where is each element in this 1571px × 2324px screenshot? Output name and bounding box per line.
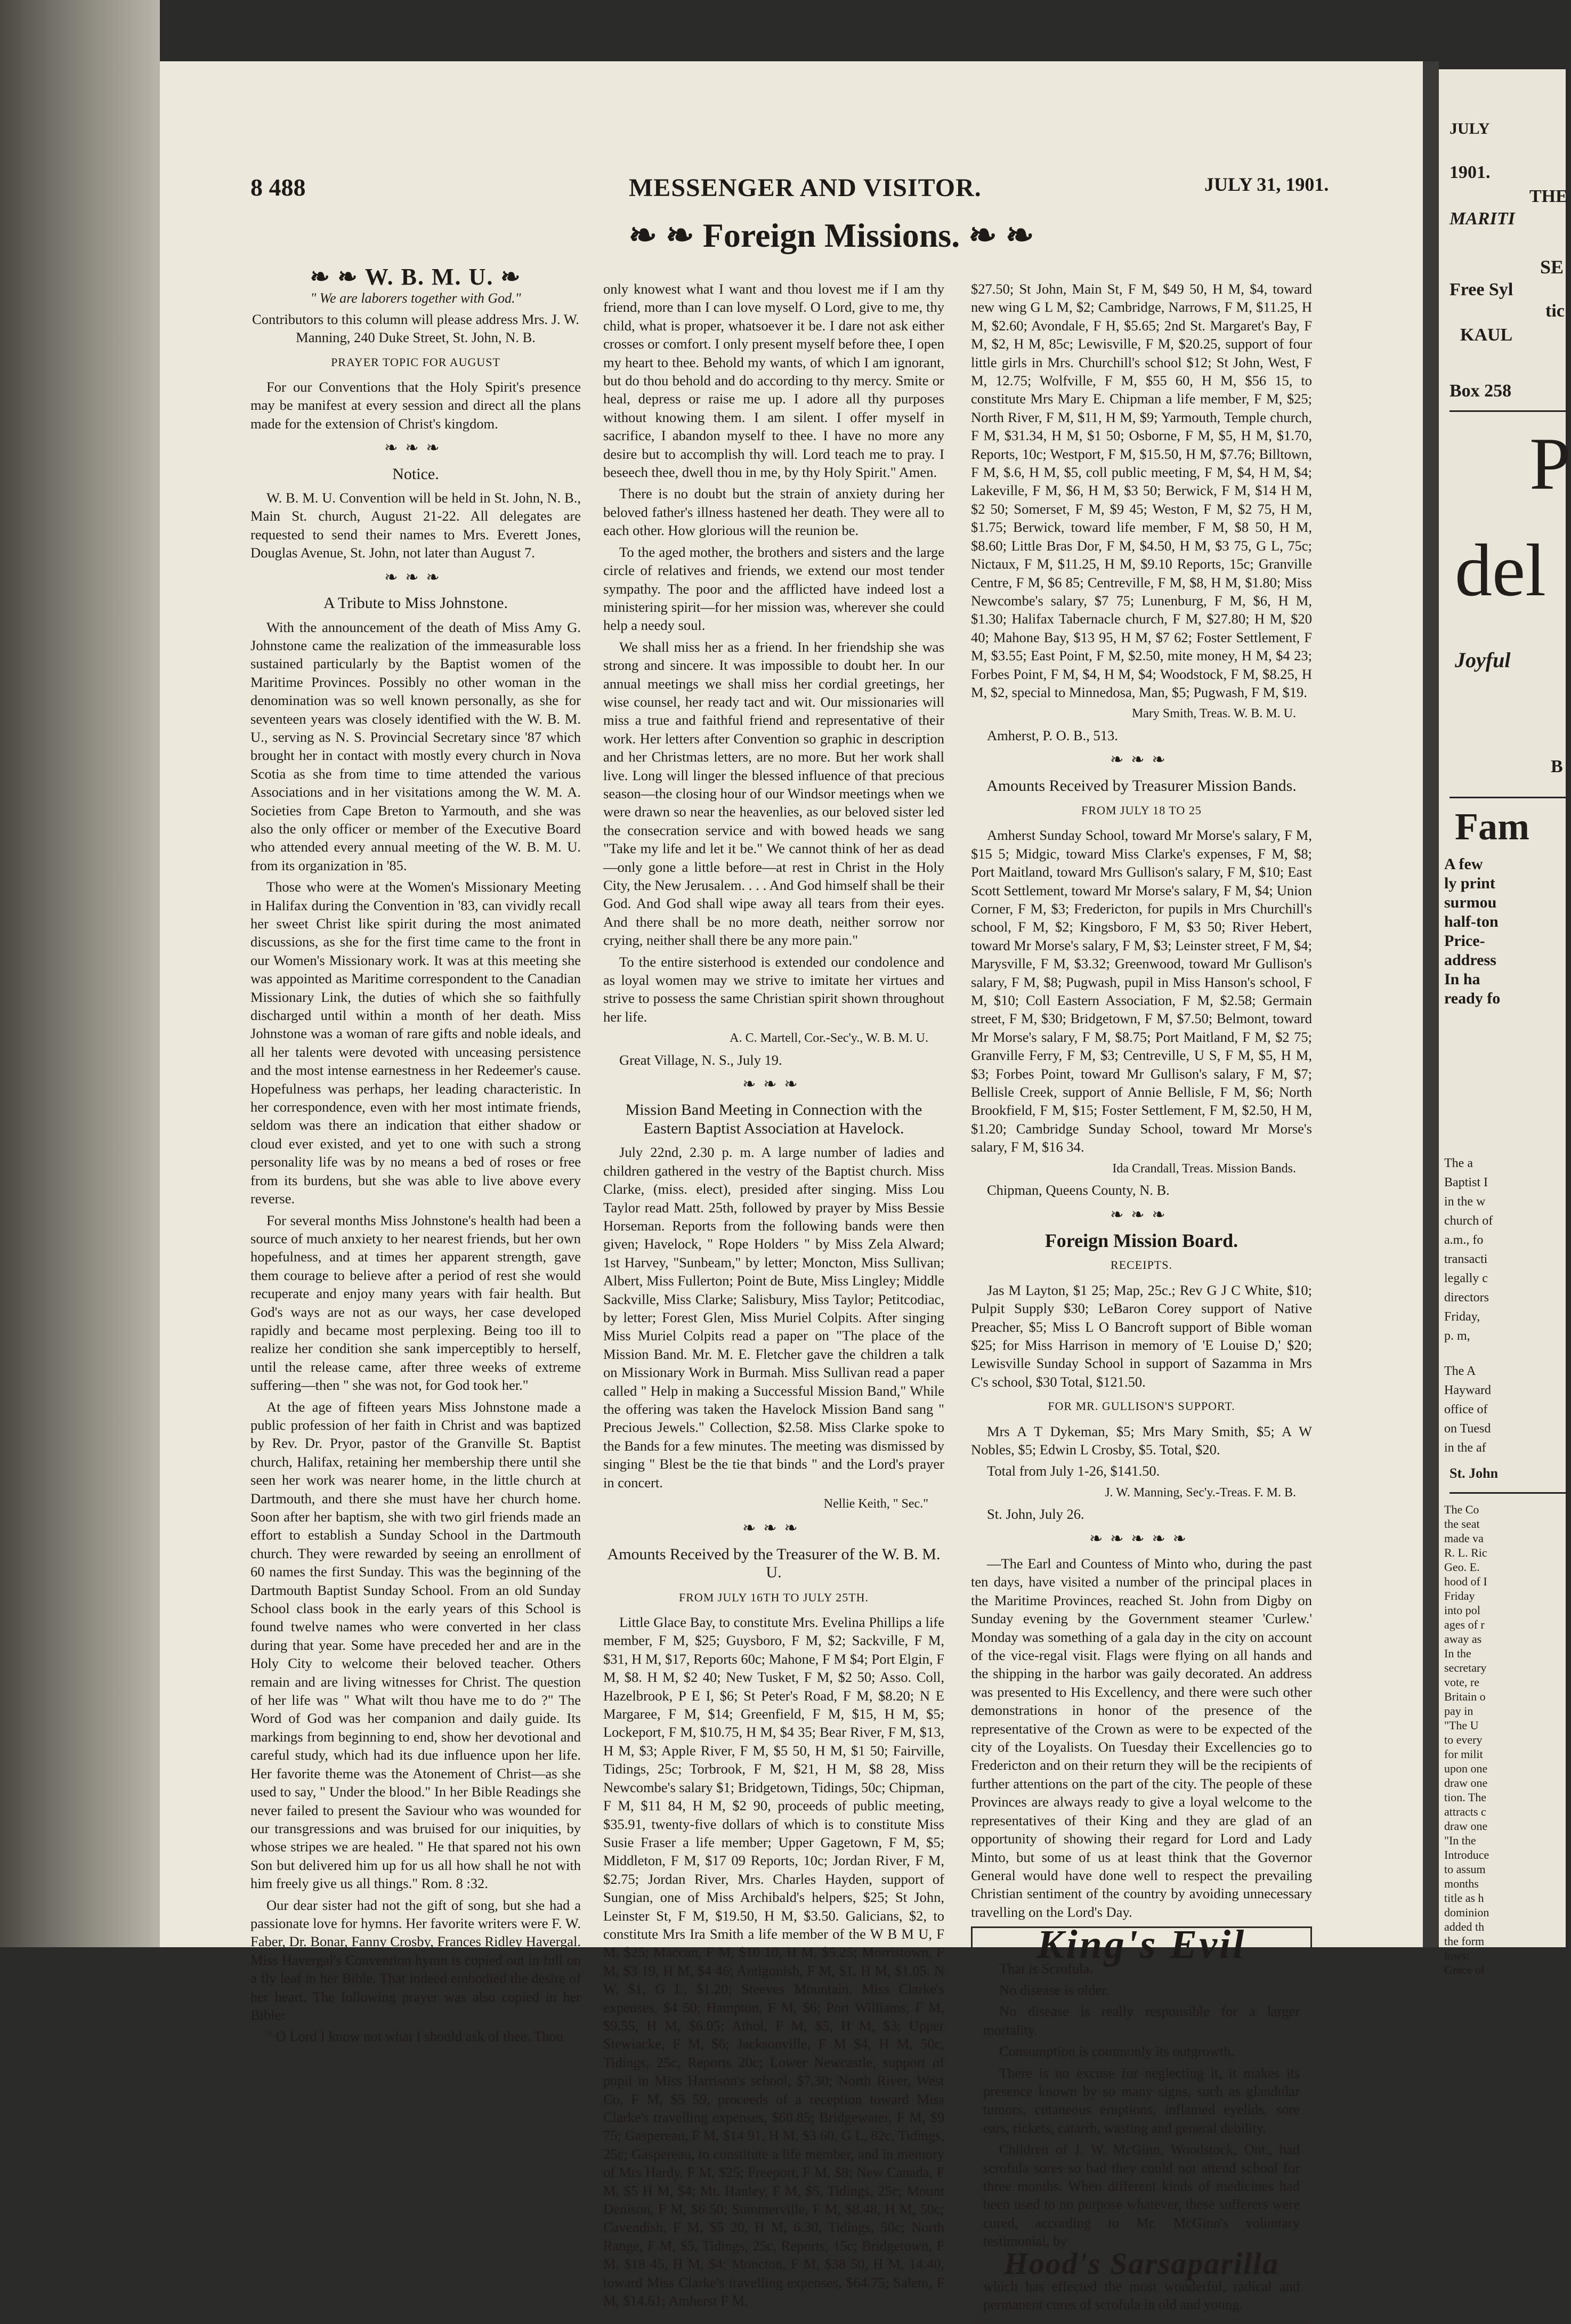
tribute-paragraph: To the entire sisterhood is extended our condolence and as loyal women may we strive to imitate her virtues and strive to possess the same Christian spirit shown throughout her life.: [603, 953, 944, 1025]
facing-line: secretary: [1444, 1661, 1487, 1674]
gullison-text: Mrs A T Dykeman, $5; Mrs Mary Smith, $5; A W Nobles, $5; Edwin L Crosby, $5. Total, $20.: [971, 1423, 1312, 1457]
ornament-divider: ❧❧❧: [1110, 1205, 1173, 1224]
facing-line: vote, re: [1444, 1675, 1479, 1689]
page-gutter: [1423, 61, 1439, 1947]
column-2: [603, 280, 944, 2313]
facing-rule: [1449, 797, 1567, 798]
facing-line: lows:: [1444, 1949, 1470, 1962]
board-receipts-label: RECEIPTS.: [1111, 1258, 1172, 1272]
tribute-paragraph: For several months Miss Johnstone's health had been a source of much anxiety to her nearest friends, but her own hopefulness, and at times her apparent strength, gave them courage to believe after a period of rest she would recuperate and enjoy many years with fair health. But God's ways are not as our ways, her case developed rapidly and became most perplexing. Being too ill to realize her condition she sank imperceptibly to herself, until the release came, after three weeks of extreme suffering—then " she was not, for God took her.": [250, 1212, 581, 1394]
motto: " We are laborers together with God.": [310, 290, 521, 306]
board-text: Jas M Layton, $1 25; Map, 25c.; Rev G J C White, $10; Pulpit Supply $30; LeBaron Corey support of Native Preacher, $5; Miss L O Bancroft support of Bible woman $25; for Miss Harrison in memory of 'E Louise D,' $20; Lewisville Sunday School in support of Sazamma in Mrs C's school, $30 Total, $121.50.: [971, 1282, 1312, 1390]
tribute-paragraph: We shall miss her as a friend. In her friendship she was strong and sincere. It was impossible to doubt her. In our annual meetings we shall miss her cordial greetings, her wise counsel, her ready tact and wit. Our missionaries will miss a true and faithful friend and representative of their work. Her letters after Convention so graphic in description and her Christmas letters, are no more. But her work shall live. Long will linger the blessed influence of that precious season—the closing hour of our Windsor meetings when we were drawn so near the heavenlies, as our beloved sister led the consecration service and with bowed heads we sang "Take my life and let it be." We cannot think of her as dead—only gone a little before—at rest in Christ in the Holy City, the New Jerusalem. . . . And God himself shall be their God. And God shall wipe away all tears from their eyes. And there shall be no more death, neither sorrow nor crying, neither shall there be any more pain.": [603, 638, 944, 949]
prayer-continued: only knowest what I want and thou lovest me if I am thy friend, more than I can love myself. O Lord, give to me, thy child, what is proper, whatsoever it be. I dare not ask either crosses or comfort. I only present myself before thee, I open my heart to thee. Behold my wants, of which I am ignorant, but do thou behold and do according to thy mercy. Smite or heal, depress or raise me up. I adore all thy purposes without knowing them. I am silent. I offer myself in sacrifice, I abandon myself to thee. I have no more any desire but to accomplish thy will. Lord teach me to pray. I beseech thee, dwell thou in me, by thy Holy Spirit." Amen.: [603, 281, 944, 481]
ad-brand: Hood's Sarsaparilla: [1003, 2246, 1280, 2281]
facing-line: In the: [1444, 1647, 1471, 1660]
tribute-paragraph: At the age of fifteen years Miss Johnstone made a public profession of her faith in Christ and was baptized by Rev. Dr. Pryor, pastor of the Granville St. Baptist church, Halifax, retaining her membership there until she seen her work was nearer home, in the little church at Dartmouth, and there she must have her church home. Soon after her baptism, she with two girl friends made an effort to establish a Sunday School in the Dartmouth church. They were rewarded by seeing an enrollment of 60 names the first Sunday. This was the beginning of the Dartmouth Baptist Sunday School. From an old Sunday School class book in the early years of this School is found twelve names who were converted in her class during that year. Some have preceded her and are in the Holy City to welcome their beloved teacher. Others remain and are living witnesses for Christ. The question of her life was " What wilt thou have me to do ?" The Word of God was her companion and daily guide. Its markings from beginning to end, show her devotional and careful study, which had its due influence upon her life. Her favorite theme was the Atonement of Christ—as she used to say, " Under the blood." In her Bible Readings she never failed to present the Saviour who was wounded for our transgressions and was bruised for our iniquities, by whose stripes we are healed. " He that spared not his own Son but delivered him up for us all how shall he not with him freely give us all things." Rom. 8 :32.: [250, 1398, 581, 1892]
tribute-paragraph: With the announcement of the death of Miss Amy G. Johnstone came the realization of the immeasurable loss sustained particularly by the Baptist women of the Maritime Provinces. Possibly no other woman in the denomination was so well known personally, as she for seventeen years was closely identified with the W. B. M. U., serving as N. S. Provincial Secretary since '87 which brought her in contact with mostly every church in Nova Scotia as she from time to time attended the various Associations and in her visitations among the W. M. A. Societies from Cape Breton to Yarmouth, and she was also the only officer or member of the Executive Board who attended every annual meeting of the W. B. M. U. from its organization in '85.: [250, 619, 581, 873]
facing-line: half-ton: [1444, 913, 1499, 930]
facing-line: Geo. E.: [1444, 1560, 1480, 1574]
facing-line: legally c: [1444, 1272, 1488, 1285]
signature: Mary Smith, Treas. W. B. M. U.: [1131, 707, 1296, 721]
facing-block-1: [1444, 855, 1561, 1009]
facing-line: The Co: [1444, 1503, 1479, 1516]
signature-place: Chipman, Queens County, N. B.: [987, 1182, 1170, 1199]
facing-text: del: [1455, 529, 1546, 612]
facing-line: office of: [1444, 1403, 1488, 1416]
facing-line: In ha: [1444, 970, 1480, 988]
facing-line: the form: [1444, 1934, 1485, 1948]
facing-line: address: [1444, 951, 1496, 969]
facing-text: SE: [1540, 256, 1564, 278]
facing-line: on Tuesd: [1444, 1422, 1491, 1436]
ad-line: No disease is older.: [999, 1981, 1110, 1998]
facing-line: Price-: [1444, 932, 1485, 950]
facing-line: ready fo: [1444, 990, 1501, 1007]
facing-line: ages of r: [1444, 1618, 1485, 1631]
ornament-divider: ❧❧❧: [384, 568, 447, 586]
facing-line: tion. The: [1444, 1791, 1487, 1804]
ad-paragraph: Children of J. W. McGinn, Woodstock, Ont., had scrofula sores so bad they could not attend school for three months. When different kinds of medicines had been used to no purpose whatever, these sufferers were cured, according to Mr. McGinn's voluntary testimonial, by: [983, 2141, 1300, 2249]
tribute-paragraph: There is no doubt but the strain of anxiety during her beloved father's illness hastened her death. They were all to each other. How glorious will the reunion be.: [603, 485, 944, 539]
signature-place: St. John, July 26.: [987, 1506, 1084, 1523]
ornament-divider: ❧❧❧: [1110, 751, 1173, 769]
facing-line: A few: [1444, 855, 1483, 873]
facing-page: [1439, 69, 1571, 1977]
facing-line: surmou: [1444, 894, 1497, 911]
bands-text: Amherst Sunday School, toward Mr Morse's salary, F M, $15 5; Midgic, toward Miss Clarke's expenses, F M, $8; Port Maitland, toward Mrs Gullison's salary, F M, $10; East Scott Settlement, toward Mr Morse's salary, F M, $4; Union Corner, F M, $3; Fredericton, for pupils in Mrs Churchill's school, F M, $2; Kingsboro, F M, $3 50; River Hebert, toward Mr Morse's salary, F M, $3; Leinster street, F M, $4; Marysville, F M, $3.32; Greenwood, toward Mr Gullison's salary, F M, $8; Pugwash, pupil in Miss Hanson's school, F M, $10; Coll Eastern Association, F M, $2.58; Germain street, F M, $30; Bridgetown, F M, $7.50; Belmont, toward Mr Morse's salary, F M, $8.75; Port Maitland, F M, $2 75; Granville Ferry, F M, $3; Centreville, U S, F M, $5, H M, $3; Forbes Point, toward Mr Gullison's salary, F M, $7; Bellisle Creek, support of Annie Bellisle, F M, $6; North Brookfield, F M, $15; Foster Settlement, F M, $2.50, H M, $1.20; Cambridge Sunday School, toward Mr Morse's salary, F M, $16 34.: [971, 827, 1312, 1155]
ad-paragraph: which has effected the most wonderful, radical and permanent cures of scrofula in old and young.: [983, 2278, 1300, 2313]
signature: A. C. Martell, Cor.-Sec'y., W. B. M. U.: [730, 1031, 928, 1046]
signature-place: Amherst, P. O. B., 513.: [987, 727, 1118, 743]
facing-line: directors: [1444, 1291, 1489, 1305]
facing-line: "In the: [1444, 1834, 1476, 1847]
book-binding: [0, 0, 160, 1947]
facing-line: The A: [1444, 1364, 1476, 1378]
facing-line: church of: [1444, 1214, 1493, 1228]
facing-line: months: [1444, 1877, 1479, 1890]
facing-text: KAUL: [1460, 325, 1513, 345]
facing-line: into pol: [1444, 1604, 1480, 1617]
hoods-advertisement: [971, 1922, 1312, 2324]
tribute-paragraph: " O Lord I know not what I should ask of thee. Thou: [266, 2028, 564, 2045]
band-meeting-text: July 22nd, 2.30 p. m. A large number of ladies and children gathered in the vestry of the Baptist church. Miss Clarke, (miss. elect), presided after singing. Miss Lou Taylor read Matt. 25th, followed by prayer by Miss Bessie Horseman. Reports from the following bands were then given; Havelock, " Rope Holders " by Miss Zela Alward; 1st Harvey, "Sunbeam," by letter; Moncton, Miss Sullivan; Albert, Miss Fullerton; Point de Bute, Miss Lingley; Middle Sackville, Miss Clarke; Salisbury, Miss Taylor; Petitcodiac, by letter; Forest Glen, Miss Muriel Colpits. After singing Miss Muriel Colpits read a paper on "The place of the Mission Band. Mr. M. E. Fletcher gave the children a talk on Missionary Work in Burmah. Miss Sullivan read a paper called " Help in making a Successful Mission Band," While the offering was taken the Havelock Mission Band sang " Precious Jewels." Collection, $2.58. Miss Clarke spoke to the Bands for a few minutes. The meeting was dismissed by singing " Blest be the tie that binds " and the Lord's prayer in concert.: [603, 1144, 944, 1491]
facing-line: Hayward: [1444, 1383, 1491, 1397]
signature: Ida Crandall, Treas. Mission Bands.: [1112, 1161, 1296, 1176]
facing-line: Friday,: [1444, 1310, 1480, 1324]
facing-line: Britain o: [1444, 1690, 1486, 1703]
wbmu-heading: [250, 264, 581, 290]
signature-place: Great Village, N. S., July 19.: [619, 1051, 782, 1068]
facing-text: Fam: [1455, 805, 1529, 848]
amounts-continued: $27.50; St John, Main St, F M, $49 50, H M, $4, toward new wing G L M, $2; Cambridge, Narrows, F M, $11.25, H M, $2.60; Avondale, F H, $5.65; 2nd St. Margaret's Bay, F M, $2, H M, 85c; Lewisville, F M, $20.25, support of four little girls in Mrs. Churchill's school $12; St John, West, F M, 12.75; Wolfville, F M, $55 60, H M, $56 15, to constitute Mrs Mary E. Chipman a life member, F M, $25; North River, F M, $11, H M, $9; Yarmouth, Temple church, F M, $31.34, H M, $1 50; Osborne, F M, $5, H M, $1.70, Reports, 10c; Westport, F M, $15.50, H M, $7.76; Billtown, F M, $.6, H M, $5, coll public meeting, F M, $4, H M, $4; Lakeville, F M, $6, H M, $3 50; Berwick, F M, $14 H M, $2 50; Somerset, F M, $9 45; Weston, F M, $2 75, H M, $1.75; Berwick, toward life member, F M, $8 50, H M, $8.60; Little Bras Dor, F M, $4.50, H M, $3 75, G L, 75c; Nictaux, F M, $11.25, H M, $9.10 Reports, 15c; Granville Centre, F M, $6 85; Centreville, F M, $8, H M, $1.80; Miss Newcombe's salary, $7 75; Lunenburg, F M, $6, H M, $1.30; Halifax Tabernacle church, F M, $27.80; H M, $20 40; Mahone Bay, $13 95, H M, $7 62; Foster Settlement, F M, $3.55; East Point, F M, $2.50, mite money, H M, $4 23; Forbes Point, F M, $4, H M, $4; Woodstock, F M, $8.25, H M, $2, special to Minnedosa, Man, $5; Pugwash, F M, $19.: [971, 281, 1312, 700]
newspaper-page: [160, 61, 1423, 2313]
tribute-paragraph: Our dear sister had not the gift of song, but she had a passionate love for hymns. Her favorite writers were F. W. Faber, Dr. Bonar, Fanny Crosby, Frances Ridley Havergal. Miss Havergal's Convention hymn is copied out in full on a fly leaf in her Bible. That indeed embodied the desire of her heart. The following prayer was also copied in her Bible:: [250, 1897, 581, 2023]
facing-line: "The U: [1444, 1719, 1479, 1732]
ad-line: Consumption is commonly its outgrowth.: [999, 2043, 1234, 2060]
facing-line: in the af: [1444, 1441, 1486, 1455]
facing-text: Free Syl: [1449, 280, 1513, 299]
facing-line: p. m,: [1444, 1329, 1470, 1343]
masthead: MESSENGER AND VISITOR.: [629, 174, 982, 202]
ad-paragraph: There is no excuse for neglecting it, it makes its presence known by so many signs, such as glandular tumors, cutaneous eruptions, inflamed eyelids, sore ears, rickets, catarrh, wasting and general debility.: [983, 2064, 1300, 2136]
notice-heading: Notice.: [392, 465, 439, 483]
column-3: [971, 280, 1312, 2324]
amounts-text: Little Glace Bay, to constitute Mrs. Evelina Phillips a life member, F M, $25; Guysboro, F M, $2; Sackville, F M, $31, H M, $17, Reports 60c; Mahone, F M $4; Port Elgin, F M, $8. H M, $2 40; New Tusket, F M, $2 50; Asso. Coll, Hazelbrook, P E I, $6; St Peter's Road, F M, $8.20; N E Margaree, F M, $14; Greenfield, F M, $15, H M, $5; Lockeport, F M, $10.75, H M, $4 35; Bear River, F M, $13, H M, $3; Apple River, F M, $5 50, H M, $1 50; Fairville, Tidings, 25c; Torbrook, F M, $21, H M, $8 28, Miss Newcombe's salary $1; Bridgetown, Tidings, 50c; Chipman, F M, $11 84, H M, $2 90, proceeds of public meeting, $35.91, twenty-five dollars of which is to constitute Miss Susie Fraser a life member; Upper Gagetown, F M, $5; Middleton, F M, $17 09 Reports, 10c; Jordan River, F M, $2.75; Jordan River, Mrs. Charles Hayden, support of Sungian, one of Miss Archibald's helpers, $25; St John, Leinster St, F M, $19.50, H M, $3.50. Galicians, $2, to constitute Mrs Ira Smith a life member of the W B M U, F M, $25; Maccan, F M, $10 10, H M, $5.25; Morristown, F M, $3 19, H M, $4 46; Antigonish, F M, $1. H M, $1.05. N W, $1, G L, $1.20; Steeves Mountain, Miss Clarke's expenses, $4 50; Hampton, F M, $6; Port Williams, F M, $9.55, H M, $6.05; Athol, F M, $5, H M, $3; Upper Stewiacke, F M, $6; Jacksonville, F M $4, H M, 50c, Tidings, 25c, Reports 20c; Lower Newcastle, support of pupil in Miss Harrison's school, $7.30; North River, West Co, F M, $5 59, proceeds of a reception toward Miss Clarke's travelling expenses, $60.85; Bridgewater, F M, $9 75; Gaspereau, F M, $14 91, H M, $3 60, G L, 82c, Tidings, 25c; Gaspereau, to constitute a life member, and in memory of Mrs Hardy, F M, $25; Freeport, F M, $8; New Canada, F M, $5 H M, $4; Mt. Hanley, F M, $5, Tidings, 25c; Mount Denison, F M, $6 50; Summerville, F M, $8.48, H M, 50c; Cavendish, F M, $5 20, H M, 6.30, Tidings, 50c; North Range, F M, $5, Tidings, 25c, Reports, 15c; Bridgetown, F M, $18 45, H M, $4; Moncton, F M, $38 50, H M, 14.40, toward Miss Clarke's travelling expenses, $64.75; Salem, F M, $14.61; Amherst F M,: [603, 1614, 944, 2309]
facing-block-4: [1444, 1503, 1561, 1978]
signature: J. W. Manning, Sec'y.-Treas. F. M. B.: [1105, 1485, 1296, 1500]
wbmu-title: W. B. M. U.: [365, 264, 494, 290]
ad-line: That is Scrofula.: [999, 1960, 1093, 1977]
page-number: 8 488: [250, 174, 306, 201]
ornament-divider: ❧❧❧: [742, 1519, 805, 1537]
facing-line: Baptist I: [1444, 1176, 1488, 1189]
facing-line: draw one: [1444, 1819, 1488, 1833]
facing-text: THE: [1529, 187, 1568, 206]
ornament-divider: ❧❧❧: [742, 1075, 805, 1094]
facing-line: R. L. Ric: [1444, 1546, 1487, 1559]
facing-rule: [1449, 1492, 1567, 1494]
facing-block-3: [1444, 1364, 1561, 1460]
section-title: Foreign Missions.: [702, 216, 960, 254]
contributors-note: Contributors to this column will please address Mrs. J. W. Manning, 240 Duke Street, St. John, N. B.: [252, 311, 579, 346]
facing-line: to every: [1444, 1733, 1483, 1746]
facing-line: a.m., fo: [1444, 1233, 1484, 1247]
tribute-paragraph: Those who were at the Women's Missionary Meeting in Halifax during the Convention in '83, can vividly recall her sweet Christ like spirit during the most animated discussions, as she for the first time came to the front in our Women's Missionary work. It was at this meeting she was appointed as Maritime correspondent to the Canadian Missionary Link, the duties of which she so faithfully discharged until within a month of her death. Miss Johnstone was a woman of rare gifts and noble ideals, and all her talents were devoted with unceasing persistence and the most intense earnestness in her Redeemer's cause. Hopefulness was perhaps, her leading characteristic. In her correspondence, even with her most intimate friends, seldom was there an indication that either shadow or cloud ever existed, and yet to one with such a strong personality life was by no means a bed of roses or free from its burdens, but she was able to live above every reverse.: [250, 879, 581, 1207]
facing-header: JULY: [1449, 120, 1490, 137]
facing-rule: [1449, 410, 1567, 412]
board-heading: Foreign Mission Board.: [1044, 1229, 1238, 1251]
gullison-label: FOR MR. GULLISON'S SUPPORT.: [1048, 1399, 1235, 1413]
facing-line: attracts c: [1444, 1805, 1486, 1818]
ornament-divider: ❧❧❧❧❧: [1089, 1529, 1194, 1548]
facing-text: Joyful: [1455, 648, 1511, 672]
facing-line: title as h: [1444, 1891, 1484, 1905]
facing-text: MARITI: [1449, 209, 1515, 229]
fleuron-icon: ❧ ❧: [960, 216, 1034, 254]
bands-heading: Amounts Received by Treasurer Mission Bands.: [986, 776, 1297, 795]
facing-line: dominion: [1444, 1906, 1489, 1919]
facing-year: 1901.: [1449, 163, 1491, 182]
signature: Nellie Keith, " Sec.": [823, 1497, 928, 1511]
fleuron-icon: ❧ ❧: [628, 216, 703, 254]
minto-paragraph: —The Earl and Countess of Minto who, during the past ten days, have visited a number of the principal places in the Maritime Provinces, reached St. John from Digby on Sunday evening by the Government steamer 'Curlew.' Monday was something of a gala day in the city on account of the vice-regal visit. Flags were flying on all hands and the shipping in the harbor was gaily decorated. An address was presented to His Excellency, and there were such other demonstrations in honor of the presence of the representative of the Crown as were to be expected of the city of the Loyalists. On Tuesday their Excellencies go to Fredericton and on their return they will be the recipients of further attentions on the part of the city. The people of these Provinces are always ready to give a loyal welcome to the representatives of their King and they are glad of an opportunity of showing their regard for Lord and Lady Minto, but some of us at least think that the Governor General would have done well to respect the prevailing Christian sentiment of the country by avoiding unnecessary travelling on the Lord's Day.: [971, 1556, 1312, 1920]
facing-line: away as: [1444, 1632, 1482, 1646]
facing-line: transacti: [1444, 1252, 1488, 1266]
facing-text: P: [1529, 423, 1571, 505]
facing-line: The a: [1444, 1156, 1473, 1170]
notice-text: W. B. M. U. Convention will be held in St. John, N. B., Main St. church, August 21-22. All delegates are requested to send their names to Mrs. Everett Jones, Douglas Avenue, St. John, not later than August 7.: [250, 490, 581, 561]
facing-line: added th: [1444, 1920, 1485, 1933]
section-banner: [597, 216, 1066, 255]
amounts-dates: FROM JULY 16TH TO JULY 25TH.: [678, 1590, 869, 1604]
board-total: Total from July 1-26, $141.50.: [987, 1463, 1160, 1479]
column-1: [250, 264, 581, 2049]
ad-title: King's Evil: [1036, 1922, 1246, 1967]
prayer-topic: For our Conventions that the Holy Spirit's presence may be manifest at every session and direct all the plans made for the extension of Christ's kingdom.: [250, 379, 581, 432]
facing-line: for milit: [1444, 1747, 1483, 1761]
band-meeting-heading: Mission Band Meeting in Connection with the Eastern Baptist Association at Havelock.: [625, 1101, 922, 1137]
facing-line: Grace of: [1444, 1963, 1485, 1977]
tribute-paragraph: To the aged mother, the brothers and sisters and the large circle of relatives and friends, we extend our most tender sympathy. The poor and the afflicted have indeed lost a ministering spirit—for her mission was, wherever she could help a needy soul.: [603, 544, 944, 634]
facing-line: pay in: [1444, 1704, 1473, 1718]
facing-line: Introduce: [1444, 1848, 1489, 1861]
amounts-heading: Amounts Received by the Treasurer of the W. B. M. U.: [607, 1545, 941, 1582]
facing-text: St. John: [1449, 1465, 1499, 1481]
issue-date: JULY 31, 1901.: [1204, 174, 1329, 195]
facing-line: the seat: [1444, 1517, 1480, 1531]
bands-dates: FROM JULY 18 TO 25: [1081, 803, 1202, 817]
fleuron-icon: ❧: [493, 264, 522, 290]
ornament-divider: ❧❧❧: [384, 439, 447, 457]
facing-line: ly print: [1444, 874, 1495, 892]
ad-line: No disease is really responsible for a larger mortality.: [983, 2003, 1300, 2038]
facing-line: to assum: [1444, 1863, 1486, 1876]
facing-line: in the w: [1444, 1195, 1486, 1209]
facing-line: draw one: [1444, 1776, 1488, 1789]
facing-text: B: [1551, 757, 1563, 776]
facing-text: tic: [1545, 301, 1565, 321]
prayer-topic-label: PRAYER TOPIC FOR AUGUST: [331, 355, 500, 369]
facing-block-2: [1444, 1156, 1561, 1348]
facing-line: hood of I: [1444, 1575, 1487, 1588]
facing-line: upon one: [1444, 1762, 1488, 1775]
facing-line: made va: [1444, 1532, 1484, 1545]
fleuron-icon: ❧ ❧: [310, 264, 365, 290]
facing-line: Friday: [1444, 1589, 1475, 1602]
tribute-heading: A Tribute to Miss Johnstone.: [323, 594, 508, 612]
facing-text: Box 258: [1449, 381, 1512, 401]
